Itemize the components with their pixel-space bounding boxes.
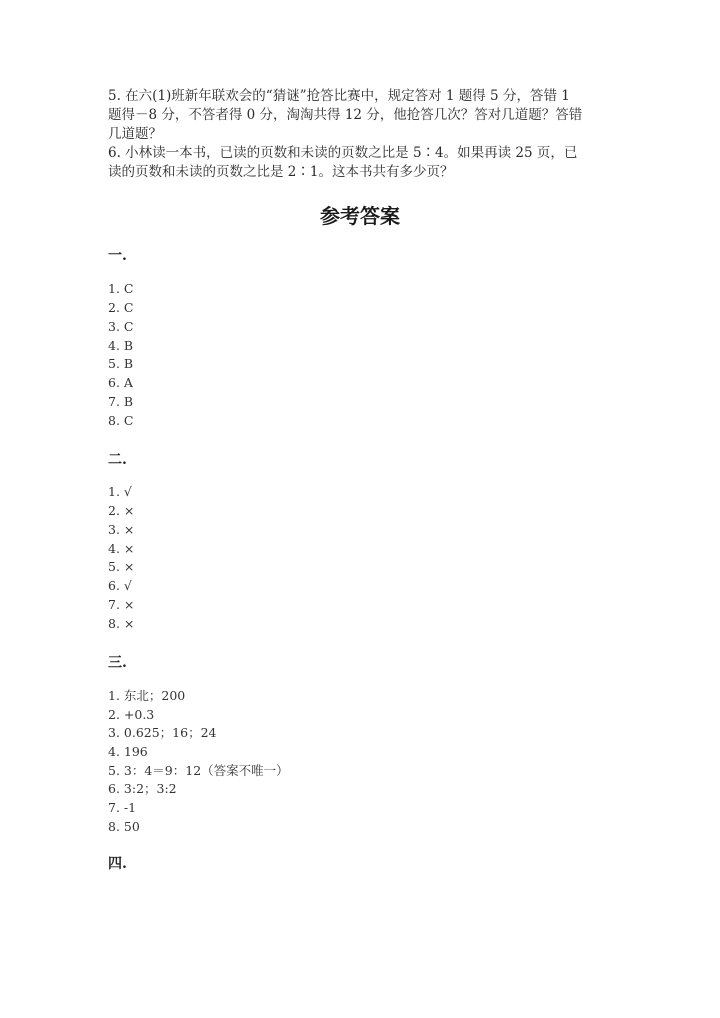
section-2-item: 1. √ bbox=[108, 484, 132, 499]
question-5-line-1: 5. 在六(1)班新年联欢会的“猜谜”抢答比赛中，规定答对 1 题得 5 分，答错 1 bbox=[108, 88, 570, 104]
section-3-item: 3. 0.625；16；24 bbox=[108, 725, 217, 740]
section-2-item: 3. × bbox=[108, 522, 135, 537]
section-2-item: 2. × bbox=[108, 503, 135, 518]
section-3-item: 8. 50 bbox=[108, 819, 140, 834]
section-2-item: 4. × bbox=[108, 541, 135, 556]
section-3-item: 5. 3：4＝9：12（答案不唯一） bbox=[108, 763, 289, 778]
section-1-item: 1. C bbox=[108, 281, 134, 296]
section-1-heading: 一. bbox=[108, 248, 127, 264]
section-2-item: 7. × bbox=[108, 597, 135, 612]
section-2-item: 5. × bbox=[108, 559, 135, 574]
section-1-item: 3. C bbox=[108, 319, 134, 334]
question-5-line-2: 题得－8 分，不答者得 0 分，淘淘共得 12 分，他抢答几次？答对几道题？答错 bbox=[108, 107, 583, 123]
section-1-item: 5. B bbox=[108, 356, 134, 371]
section-1-item: 6. A bbox=[108, 375, 133, 390]
question-6-line-2: 读的页数和未读的页数之比是 2∶1。这本书共有多少页？ bbox=[108, 164, 454, 180]
section-3-item: 2. +0.3 bbox=[108, 707, 155, 722]
section-2-item: 8. × bbox=[108, 616, 135, 631]
section-3-item: 6. 3:2；3:2 bbox=[108, 781, 177, 796]
question-6-line-1: 6. 小林读一本书，已读的页数和未读的页数之比是 5∶4。如果再读 25 页，已 bbox=[108, 145, 578, 161]
section-2-item: 6. √ bbox=[108, 578, 132, 593]
section-1-item: 8. C bbox=[108, 413, 134, 428]
section-3-item: 4. 196 bbox=[108, 744, 148, 759]
answer-title: 参考答案 bbox=[320, 204, 400, 228]
section-1-item: 2. C bbox=[108, 300, 134, 315]
section-3-heading: 三. bbox=[108, 655, 127, 671]
section-4-heading: 四. bbox=[108, 856, 127, 872]
section-1-item: 4. B bbox=[108, 338, 134, 353]
section-1-item: 7. B bbox=[108, 394, 134, 409]
section-3-item: 1. 东北；200 bbox=[108, 688, 186, 703]
section-3-item: 7. -1 bbox=[108, 800, 137, 815]
section-2-heading: 二. bbox=[108, 452, 127, 468]
question-5-line-3: 几道题？ bbox=[108, 126, 162, 142]
